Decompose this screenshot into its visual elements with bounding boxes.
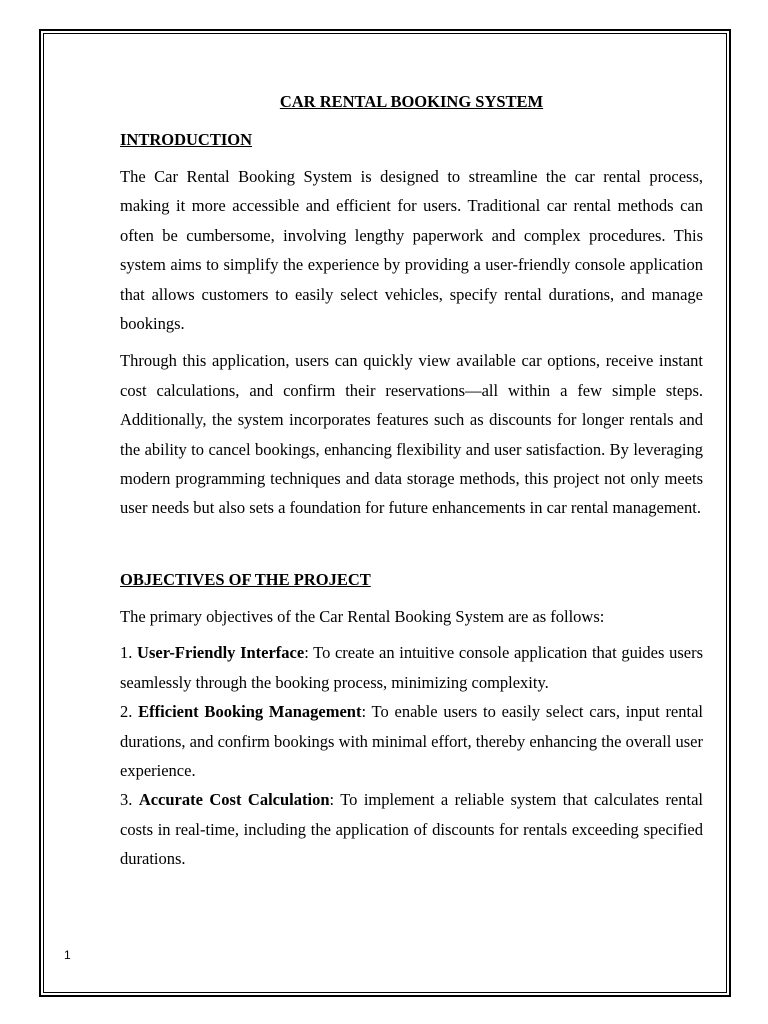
objective-item-2 xyxy=(120,697,703,785)
introduction-paragraph-1: The Car Rental Booking System is designed to streamline the car rental process, making it more accessible and efficient for users. Traditional car rental methods can often be cumbersome, involving lengthy paperwork and complex procedures. This system aims to simplify the experience by providing a user-friendly console application that allows customers to easily select vehicles, specify rental durations, and manage bookings. xyxy=(120,167,703,334)
objectives-heading: OBJECTIVES OF THE PROJECT xyxy=(120,569,371,589)
document-title: CAR RENTAL BOOKING SYSTEM xyxy=(279,92,544,111)
introduction-heading: INTRODUCTION xyxy=(120,130,253,149)
objective-number: 3. xyxy=(120,790,133,810)
objective-title: Accurate Cost Calculation xyxy=(138,790,330,810)
objective-item-1 xyxy=(120,638,703,697)
introduction-paragraph-2: Through this application, users can quickly view available car options, receive instant cost calculations, and confirm their reservations—all within a few simple steps. Additionally, the system incorporates features such as discounts for longer rentals and the ability to cancel bookings, enhancing flexibility and user satisfaction. By leveraging modern programming techniques and data storage methods, this project not only meets user needs but also sets a foundation for future enhancements in car rental management. xyxy=(120,351,703,518)
objective-title: User-Friendly Interface xyxy=(137,643,305,663)
document-body xyxy=(120,90,703,874)
objective-number: 2. xyxy=(120,702,133,722)
objective-item-3 xyxy=(120,785,703,873)
objective-text: : To implement a reliable system that calculates rental costs in real-time, including the application of discounts for rentals exceeding specified durations. xyxy=(120,790,703,869)
objective-number: 1. xyxy=(120,643,133,663)
objective-text: : To enable users to easily select cars, input rental durations, and confirm bookings with minimal effort, thereby enhancing the overall user experience. xyxy=(120,702,704,780)
objective-title: Efficient Booking Management xyxy=(138,702,362,722)
page-number: 1 xyxy=(64,948,71,962)
objectives-intro: The primary objectives of the Car Rental Booking System are as follows: xyxy=(120,606,605,626)
objective-text: : To create an intuitive console application that guides users seamlessly through the booking process, minimizing complexity. xyxy=(120,643,703,692)
